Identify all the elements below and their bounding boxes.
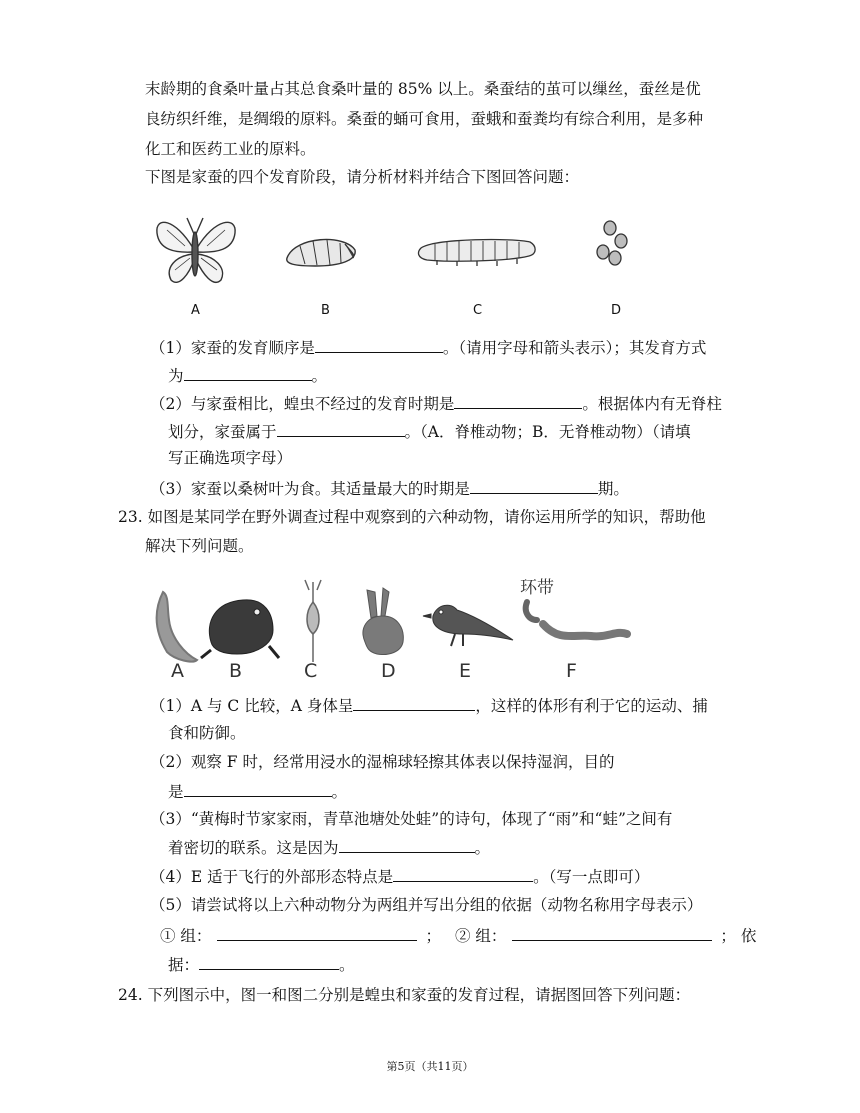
q22-1-line-2: 为 。 bbox=[168, 364, 327, 387]
answer-blank[interactable] bbox=[454, 392, 582, 409]
animal-label-b: B bbox=[229, 660, 243, 682]
animal-f-image bbox=[526, 602, 627, 636]
page-footer: 第5页（共11页） bbox=[386, 1060, 474, 1073]
answer-blank[interactable] bbox=[470, 477, 598, 494]
q23-2-line-1: （2）观察 F 时，经常用浸水的湿棉球轻擦其体表以保持湿润，目的 bbox=[150, 753, 615, 771]
q22-3-line-1: （3）家蚕以桑树叶为食。其适量最大的时期是 期。 bbox=[150, 477, 629, 500]
q24-stem: 24. 下列图示中，图一和图二分别是蝗虫和家蚕的发育过程，请据图回答下列问题： bbox=[118, 986, 691, 1004]
q23-1-line-2: 食和防御。 bbox=[168, 724, 246, 742]
figure-annotation-clitellum: 环带 bbox=[520, 578, 554, 598]
q23-2-line-2: 是 。 bbox=[168, 780, 347, 803]
answer-blank[interactable] bbox=[393, 865, 533, 882]
answer-blank[interactable] bbox=[184, 780, 332, 797]
animal-label-d: D bbox=[381, 660, 396, 682]
pupa-image bbox=[287, 240, 355, 266]
q23-5-line-3: 据： 。 bbox=[168, 953, 355, 976]
q23-stem-line-2: 解决下列问题。 bbox=[145, 537, 254, 555]
q23-5-line-2: ① 组： ； ② 组： ； 依 bbox=[160, 924, 756, 947]
q22-1-line-1: （1）家蚕的发育顺序是 。（请用字母和箭头表示）；其发育方式 bbox=[150, 336, 706, 359]
answer-blank[interactable] bbox=[199, 953, 339, 970]
intro-line-3: 化工和医药工业的原料。 bbox=[145, 140, 316, 158]
animal-b-image bbox=[201, 600, 279, 658]
q23-5-line-1: （5）请尝试将以上六种动物分为两组并写出分组的依据（动物名称用字母表示） bbox=[150, 896, 703, 914]
moth-image bbox=[157, 218, 235, 282]
answer-blank[interactable] bbox=[184, 364, 312, 381]
larva-image bbox=[419, 240, 536, 266]
q23-1-line-1: （1）A 与 C 比较，A 身体呈 ，这样的体形有利于它的运动、捕 bbox=[150, 694, 708, 717]
q23-3-line-2: 着密切的联系。这是因为 。 bbox=[168, 836, 490, 859]
animal-d-image bbox=[363, 588, 403, 655]
q23-3-line-1: （3）“黄梅时节家家雨，青草池塘处处蛙”的诗句，体现了“雨”和“蛙”之间有 bbox=[150, 810, 673, 828]
animal-label-e: E bbox=[459, 660, 472, 682]
answer-blank[interactable] bbox=[277, 420, 405, 437]
answer-blank[interactable] bbox=[315, 336, 443, 353]
eggs-image bbox=[597, 221, 627, 265]
silkworm-stages-figure bbox=[145, 208, 665, 298]
q23-stem-line-1: 23. 如图是某同学在野外调查过程中观察到的六种动物，请你运用所学的知识，帮助他 bbox=[118, 508, 706, 526]
animal-e-image bbox=[423, 605, 513, 646]
animal-c-image bbox=[305, 580, 321, 662]
q23-4-line-1: （4）E 适于飞行的外部形态特点是 。（写一点即可） bbox=[150, 865, 649, 888]
answer-blank[interactable] bbox=[217, 924, 417, 941]
intro-line-2: 良纺织纤维，是绸缎的原料。桑蚕的蛹可食用，蚕蛾和蚕粪均有综合利用，是多种 bbox=[145, 110, 704, 128]
answer-blank[interactable] bbox=[353, 694, 475, 711]
figure-label-d: D bbox=[611, 303, 622, 318]
animal-a-image bbox=[157, 592, 197, 662]
figure-label-b: B bbox=[321, 303, 330, 318]
answer-blank[interactable] bbox=[512, 924, 712, 941]
answer-blank[interactable] bbox=[339, 836, 475, 853]
animal-label-a: A bbox=[171, 660, 184, 682]
animal-label-f: F bbox=[566, 660, 577, 682]
q22-2-line-1: （2）与家蚕相比，蝗虫不经过的发育时期是 。根据体内有无脊柱 bbox=[150, 392, 722, 415]
animal-label-c: C bbox=[304, 660, 318, 682]
q22-2-line-3: 写正确选项字母） bbox=[168, 449, 293, 467]
q22-2-line-2: 划分，家蚕属于 。（A．脊椎动物；B．无脊椎动物）（请填 bbox=[168, 420, 691, 443]
figure-label-a: A bbox=[191, 303, 200, 318]
intro-line-4: 下图是家蚕的四个发育阶段，请分析材料并结合下图回答问题： bbox=[145, 168, 580, 186]
figure-label-c: C bbox=[473, 303, 483, 318]
intro-line-1: 末龄期的食桑叶量占其总食桑叶量的 85% 以上。桑蚕结的茧可以缫丝，蚕丝是优 bbox=[145, 80, 701, 98]
